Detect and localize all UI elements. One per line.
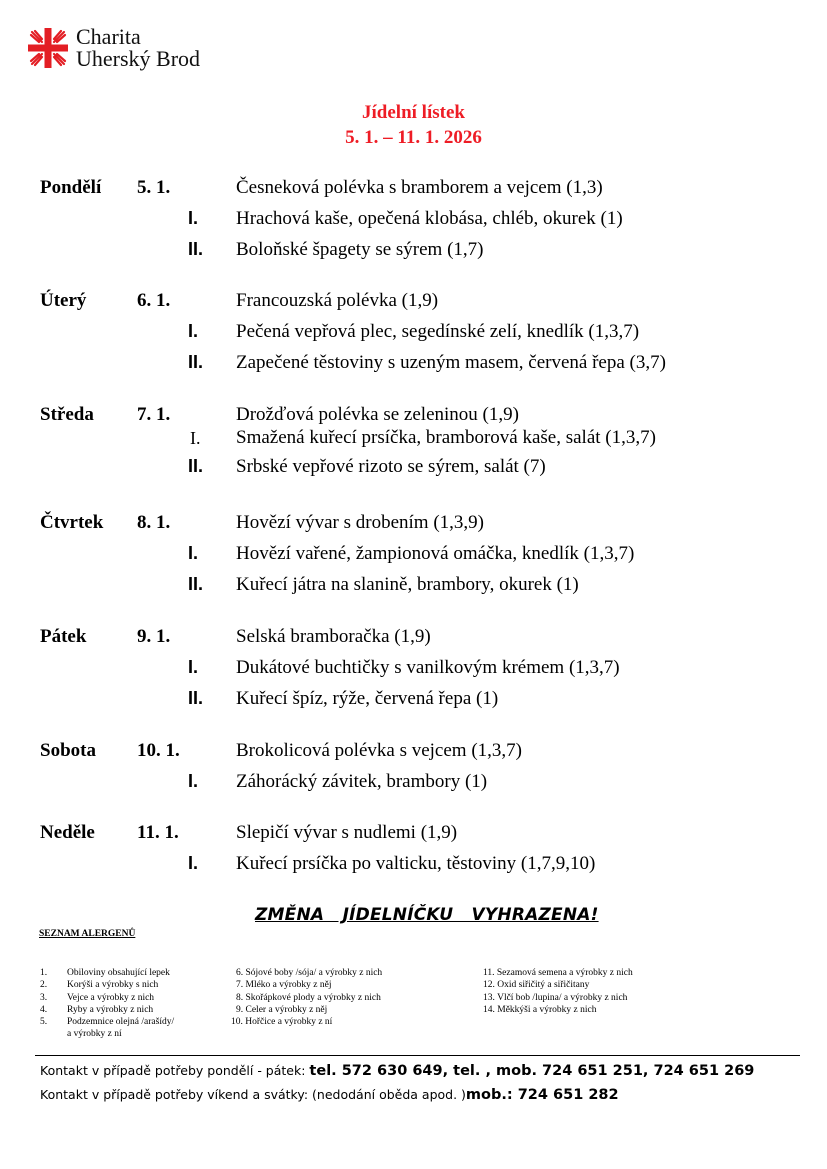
day-tuesday	[40, 285, 800, 378]
allergen-item: 12. Oxid siřičitý a siřičitany	[483, 980, 590, 991]
meal-row	[40, 451, 800, 482]
meal-text: Kuřecí játra na slanině, brambory, okurek (1)	[236, 574, 579, 595]
meal-text: Smažená kuřecí prsíčka, bramborová kaše, salát (1,3,7)	[236, 427, 656, 448]
meal-text: Pečená vepřová plec, segedínské zelí, knedlík (1,3,7)	[236, 321, 640, 342]
title-heading: Jídelní lístek	[362, 102, 465, 123]
org-name-line2: Uherský Brod	[76, 46, 201, 71]
allergen-item: 14. Měkkýši a výrobky z nich	[483, 1004, 597, 1015]
contact-weekday	[40, 1063, 754, 1079]
meal-row	[40, 569, 800, 600]
footer-divider	[35, 1055, 800, 1056]
soup: Francouzská polévka (1,9)	[236, 290, 439, 311]
meal-row	[40, 538, 800, 569]
day-thursday	[40, 507, 800, 600]
allergen-item: 4. Ryby a výrobky z nich	[40, 1004, 154, 1015]
meal-number: I.	[190, 428, 201, 448]
soup-row	[40, 285, 800, 316]
day-date: 7. 1.	[137, 404, 171, 425]
allergen-item: 6. Sójové boby /sója/ a výrobky z nich	[236, 968, 383, 978]
charita-logo	[26, 24, 200, 72]
day-name: Úterý	[40, 290, 87, 311]
meal-number: II.	[188, 456, 204, 476]
meal-text: Hrachová kaše, opečená klobása, chléb, okurek (1)	[236, 208, 623, 229]
title-date-range: 5. 1. – 11. 1. 2026	[345, 127, 482, 148]
soup: Drožďová polévka se zeleninou (1,9)	[236, 404, 519, 425]
charita-cross-icon	[26, 26, 70, 70]
day-wednesday	[40, 399, 800, 482]
day-sunday	[40, 817, 800, 879]
soup-row	[40, 817, 800, 848]
allergen-item: 10. Hořčice a výrobky z ní	[231, 1017, 333, 1028]
contact-weekend-label: Kontakt v případě potřeby víkend a svátky: (nedodání oběda apod. )	[40, 1087, 466, 1102]
meal-number: I.	[188, 321, 199, 341]
soup-row	[40, 172, 800, 203]
meal-row	[40, 203, 800, 234]
allergen-item: 2. Korýši a výrobky s nich	[40, 980, 159, 991]
day-date: 5. 1.	[137, 177, 171, 198]
meal-row	[40, 683, 800, 714]
soup-row	[40, 507, 800, 538]
soup: Česneková polévka s bramborem a vejcem (1,3)	[236, 177, 603, 198]
allergen-item: 1. Obiloviny obsahující lepek	[40, 968, 170, 978]
day-monday	[40, 172, 800, 265]
contact-weekend	[40, 1087, 619, 1103]
day-friday	[40, 621, 800, 714]
allergens-column-1	[40, 967, 174, 1041]
day-date: 11. 1.	[137, 822, 179, 843]
contact-weekday-phones: tel. 572 630 649, tel. , mob. 724 651 251, 724 651 269	[309, 1063, 755, 1079]
meal-number: II.	[188, 574, 204, 594]
meal-row	[40, 766, 800, 797]
allergen-item: 8. Skořápkové plody a výrobky z nich	[236, 992, 381, 1003]
allergens-heading: SEZNAM ALERGENŮ	[39, 929, 136, 939]
day-name: Sobota	[40, 740, 96, 761]
day-date: 10. 1.	[137, 740, 180, 761]
meal-number: I.	[188, 208, 199, 228]
day-name: Pondělí	[40, 177, 102, 198]
meal-number: II.	[188, 688, 204, 708]
meal-number: I.	[188, 771, 199, 791]
meal-number: I.	[188, 543, 199, 563]
meal-text: Zapečené těstoviny s uzeným masem, červená řepa (3,7)	[236, 352, 666, 373]
meal-number: II.	[188, 239, 204, 259]
day-date: 6. 1.	[137, 290, 171, 311]
day-name: Čtvrtek	[40, 512, 104, 533]
soup: Hovězí vývar s drobením (1,3,9)	[236, 512, 484, 533]
day-saturday	[40, 735, 800, 797]
soup: Slepičí vývar s nudlemi (1,9)	[236, 822, 458, 843]
meal-number: I.	[188, 853, 199, 873]
menu-change-notice: ZMĚNA JÍDELNÍČKU VYHRAZENA!	[255, 905, 599, 925]
allergens-column-3	[483, 967, 633, 1016]
allergen-item: 7. Mléko a výrobky z něj	[236, 980, 332, 991]
meal-row	[40, 347, 800, 378]
meal-row	[40, 425, 800, 451]
contact-weekend-phone: mob.: 724 651 282	[465, 1087, 619, 1103]
meal-text: Srbské vepřové rizoto se sýrem, salát (7)	[236, 456, 546, 477]
meal-number: II.	[188, 352, 204, 372]
page-title	[0, 100, 827, 150]
meal-text: Kuřecí prsíčka po valticku, těstoviny (1,7,9,10)	[236, 853, 596, 874]
day-date: 8. 1.	[137, 512, 171, 533]
allergen-item: 11. Sezamová semena a výrobky z nich	[483, 968, 633, 978]
day-date: 9. 1.	[137, 626, 171, 647]
soup-row	[40, 399, 800, 425]
meal-row	[40, 316, 800, 347]
day-name: Pátek	[40, 626, 87, 647]
meal-number: I.	[188, 657, 199, 677]
allergen-item: a výrobky z ní	[67, 1029, 122, 1040]
allergen-item: 13. Vlčí bob /lupina/ a výrobky z nich	[483, 992, 628, 1003]
meal-text: Dukátové buchtičky s vanilkovým krémem (1,3,7)	[236, 657, 620, 678]
allergen-item: 5. Podzemnice olejná /arašídy/	[40, 1017, 175, 1028]
soup: Selská bramboračka (1,9)	[236, 626, 431, 647]
allergens-column-2	[231, 967, 382, 1028]
allergen-item: 3. Vejce a výrobky z nich	[40, 992, 155, 1003]
meal-text: Boloňské špagety se sýrem (1,7)	[236, 239, 484, 260]
meal-row	[40, 848, 800, 879]
org-name-line1: Charita	[76, 24, 141, 49]
meal-row	[40, 234, 800, 265]
day-name: Středa	[40, 404, 94, 425]
day-name: Neděle	[40, 822, 95, 843]
allergen-item: 9. Celer a výrobky z něj	[236, 1004, 328, 1015]
meal-text: Záhorácký závitek, brambory (1)	[236, 771, 488, 792]
soup-row	[40, 735, 800, 766]
soup: Brokolicová polévka s vejcem (1,3,7)	[236, 740, 522, 761]
meal-text: Kuřecí špíz, rýže, červená řepa (1)	[236, 688, 499, 709]
org-name	[76, 26, 200, 70]
meal-text: Hovězí vařené, žampionová omáčka, knedlík (1,3,7)	[236, 543, 635, 564]
meal-row	[40, 652, 800, 683]
soup-row	[40, 621, 800, 652]
contact-weekday-label: Kontakt v případě potřeby pondělí - pátek:	[40, 1063, 310, 1078]
